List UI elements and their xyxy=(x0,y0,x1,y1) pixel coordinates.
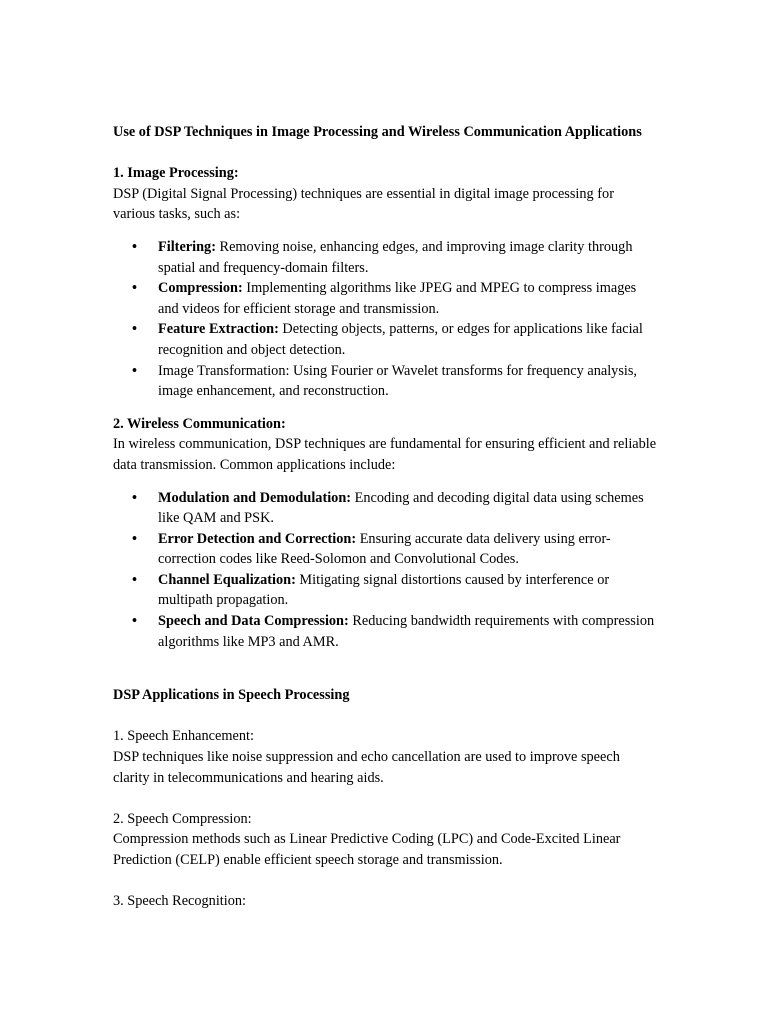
bullet-icon: • xyxy=(132,280,138,297)
speech-enhancement-text: DSP techniques like noise suppression and echo cancellation are used to improve speech clarity in telecommunications and hearing aids. xyxy=(113,749,620,786)
list-item xyxy=(113,488,658,529)
document-title: Use of DSP Techniques in Image Processing and Wireless Communication Applications xyxy=(113,124,642,140)
speech-section-title: DSP Applications in Speech Processing xyxy=(113,687,350,704)
list-item xyxy=(113,278,658,319)
list-item-text: Mitigating signal distortions caused by interference or multipath propagation. xyxy=(158,571,610,609)
image-processing-heading: 1. Image Processing: xyxy=(113,165,239,182)
speech-enhancement-heading: 1. Speech Enhancement: xyxy=(113,728,254,745)
speech-recognition-heading: 3. Speech Recognition: xyxy=(113,893,247,910)
list-item-text: Encoding and decoding digital data using schemes like QAM and PSK. xyxy=(158,489,644,527)
bullet-icon: • xyxy=(132,321,138,338)
list-item-label: Compression: xyxy=(158,280,243,297)
bullet-icon: • xyxy=(132,362,138,379)
list-item-text: Reducing bandwidth requirements with compression algorithms like MP3 and AMR. xyxy=(158,613,655,650)
bullet-icon: • xyxy=(132,238,138,255)
list-item-label: Feature Extraction: xyxy=(158,321,279,338)
document-page xyxy=(113,122,658,932)
bullet-icon: • xyxy=(132,489,138,506)
list-item-text: Image Transformation: Using Fourier or Wavelet transforms for frequency analysis, image enhancement, and reconstruction. xyxy=(158,362,638,400)
bullet-icon: • xyxy=(132,613,138,630)
speech-compression-block xyxy=(113,809,658,871)
bullet-icon: • xyxy=(132,571,138,588)
list-item xyxy=(113,570,658,611)
wireless-heading: 2. Wireless Communication: xyxy=(113,415,286,432)
list-item xyxy=(113,319,658,360)
list-item xyxy=(113,529,658,570)
list-item-label: Channel Equalization: xyxy=(158,571,296,588)
list-item-text: Implementing algorithms like JPEG and MPEG to compress images and videos for efficient storage and transmission. xyxy=(158,280,637,317)
image-processing-list xyxy=(113,237,658,402)
wireless-intro: In wireless communication, DSP techniques are fundamental for ensuring efficient and reliable data transmission. Common applications include: xyxy=(113,436,657,473)
wireless-list xyxy=(113,488,658,653)
list-item-text: Ensuring accurate data delivery using error-correction codes like Reed-Solomon and Convolutional Codes. xyxy=(158,530,611,568)
bullet-icon: • xyxy=(132,530,138,547)
list-item xyxy=(113,611,658,652)
list-item-label: Filtering: xyxy=(158,238,216,255)
speech-compression-heading: 2. Speech Compression: xyxy=(113,810,252,827)
list-item-label: Modulation and Demodulation: xyxy=(158,489,352,506)
speech-enhancement-block xyxy=(113,726,658,788)
image-processing-intro: DSP (Digital Signal Processing) techniques are essential in digital image processing for various tasks, such as: xyxy=(113,185,614,223)
list-item xyxy=(113,361,658,402)
speech-recognition-block xyxy=(113,891,658,912)
list-item-label: Speech and Data Compression: xyxy=(158,613,349,630)
list-item-text: Removing noise, enhancing edges, and improving image clarity through spatial and frequency-domain filters. xyxy=(158,238,633,276)
list-item-text: Detecting objects, patterns, or edges for applications like facial recognition and object detection. xyxy=(158,321,643,358)
speech-compression-text: Compression methods such as Linear Predictive Coding (LPC) and Code-Excited Linear Prediction (CELP) enable efficient speech storage and transmission. xyxy=(113,831,621,868)
list-item xyxy=(113,237,658,278)
list-item-label: Error Detection and Correction: xyxy=(158,530,357,547)
